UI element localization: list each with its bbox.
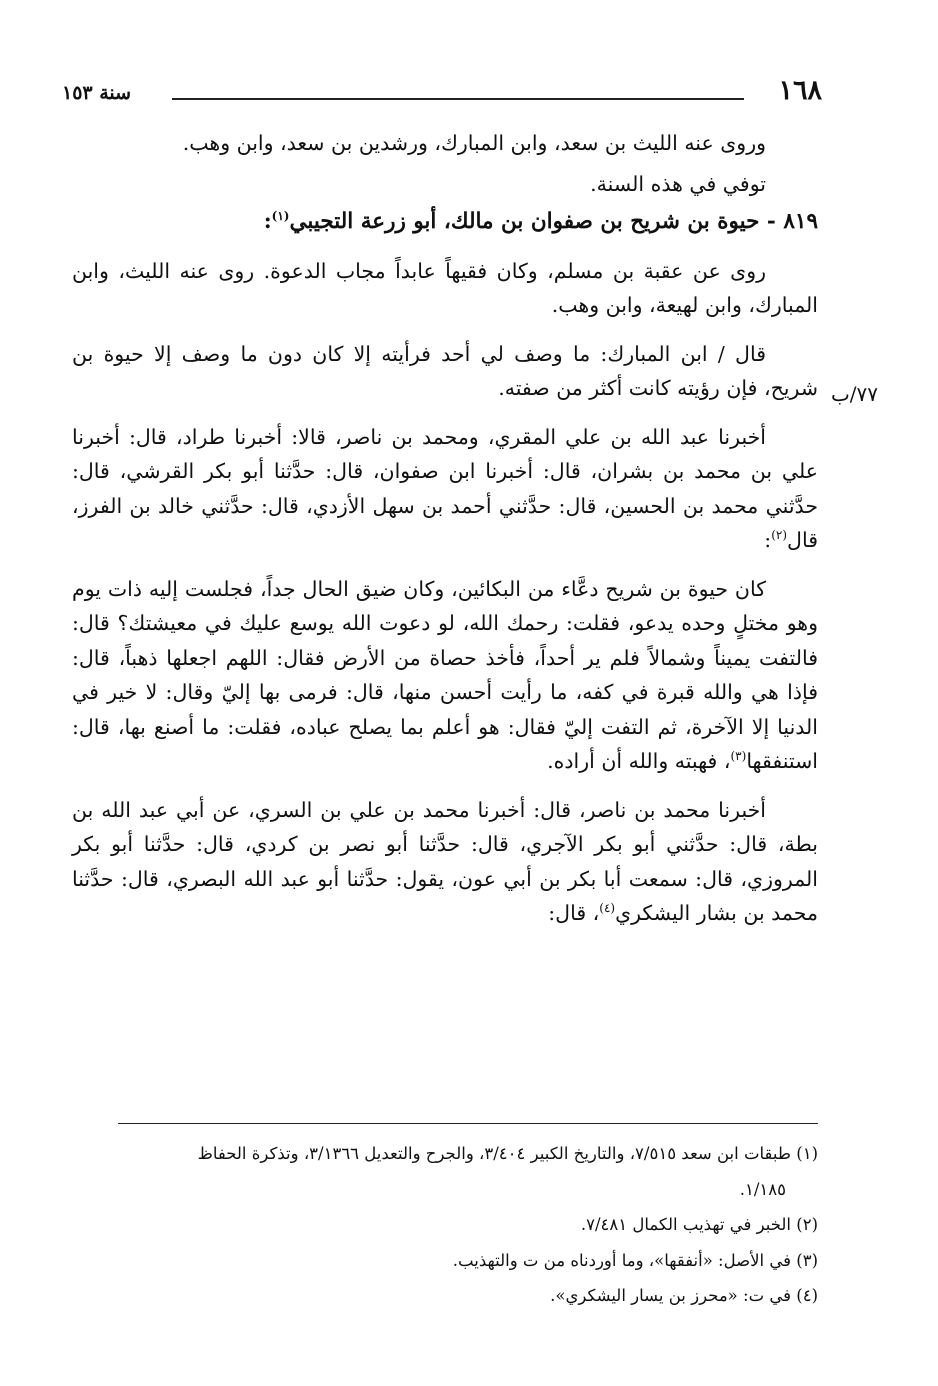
footnotes xyxy=(72,1136,818,1314)
footnote-text: طبقات ابن سعد ٧/٥١٥، والتاريخ الكبير ٣/٤٠٤، والجرح والتعديل ٣/١٣٦٦، وتذكرة الحفاظ xyxy=(197,1144,791,1163)
paragraph xyxy=(72,793,818,931)
footnote xyxy=(72,1136,818,1172)
paragraph-text: ، قال: xyxy=(548,901,600,925)
entry-heading xyxy=(72,205,818,240)
footnote-continuation: ١/١٨٥. xyxy=(739,1179,786,1199)
footnote-number: (٣) xyxy=(796,1250,818,1270)
paragraph: وروى عنه الليث بن سعد، وابن المبارك، ورشدين بن سعد، وابن وهب. xyxy=(182,131,766,155)
paragraph-text: أخبرنا عبد الله بن علي المقري، ومحمد بن ناصر، قالا: أخبرنا طراد، قال: أخبرنا علي بن محمد بن بشران، قال: أخبرنا ابن صفوان، قال: حدَّثنا أبو بكر القرشي، قال: حدَّثني محمد بن الحسين، قال: حدَّثني أحمد بن سهل الأزدي، قال: حدَّثني خالد بن الفرز، قال xyxy=(72,424,818,552)
entry-punct: : xyxy=(263,209,272,234)
paragraph-text: أخبرنا محمد بن ناصر، قال: أخبرنا محمد بن علي بن السري، عن أبي عبد الله بن بطة، قال: حدَّثني أبو بكر الآجري، قال: حدَّثنا أبو نصر بن كردي، قال: حدَّثنا أبو بكر المروزي، قال: سمعت أبا بكر بن أبي عون، يقول: حدَّثنا أبو عبد الله البصري، قال: حدَّثنا محمد بن بشار اليشكري xyxy=(72,797,818,925)
paragraph: قال / ابن المبارك: ما وصف لي أحد فرأيته إلا كان دون ما وصف إلا حيوة بن شريح، فإن رؤيته كانت أكثر من صفته. xyxy=(72,341,818,400)
footnote-ref: (٢) xyxy=(771,528,788,543)
footnote xyxy=(72,1243,818,1279)
footnote xyxy=(72,1207,818,1243)
paragraph: توفي في هذه السنة. xyxy=(590,171,766,196)
footnote xyxy=(72,1278,818,1314)
footnote-number: (٢) xyxy=(796,1215,818,1234)
paragraph xyxy=(72,572,818,779)
header-rule xyxy=(172,98,744,100)
footnote-text: في ت: «محرز بن يسار اليشكري». xyxy=(550,1286,791,1305)
footnote-text: الخبر في تهذيب الكمال ٧/٤٨١. xyxy=(580,1215,791,1234)
page-header xyxy=(62,74,822,108)
paragraph xyxy=(72,420,818,558)
footnote-ref: (١) xyxy=(271,208,290,223)
folio-marker: ٧٧/ب xyxy=(830,382,878,406)
footnote-ref: (٤) xyxy=(599,901,616,916)
entry-name: حيوة بن شريح بن صفوان بن مالك، أبو زرعة التجيبي xyxy=(289,209,760,234)
paragraph-text: ، فهبته والله أن أراده. xyxy=(547,749,731,773)
main-text xyxy=(72,126,818,931)
paragraph: روى عن عقبة بن مسلم، وكان فقيهاً عابداً مجاب الدعوة. روى عنه الليث، وابن المبارك، وابن لهيعة، وابن وهب. xyxy=(72,258,818,317)
footnote-rule xyxy=(118,1123,818,1124)
footnote-number: (١) xyxy=(796,1144,818,1163)
footnote-text: في الأصل: «أنفقها»، وما أوردناه من ت والتهذيب. xyxy=(452,1250,791,1270)
paragraph-text: كان حيوة بن شريح دعَّاء من البكائين، وكان ضيق الحال جداً، فجلست إليه ذات يوم وهو مختلٍ وحده يدعو، فقلت: رحمك الله، لو دعوت الله يوسع عليك في معيشتك؟ قال: فالتفت يميناً وشمالاً فلم ير أحداً، فأخذ حصاة من الأرض فقال: اللهم اجعلها ذهباً، قال: فإذا هي والله قبرة في كفه، ما رأيت أحسن منها، قال: فرمى بها إليّ وقال: لا خير في الدنيا إلا الآخرة، ثم التفت إليّ فقال: هو أعلم بما يصلح عباده، فقلت: ما أصنع بها، قال: استنفقها xyxy=(72,576,818,773)
page-number: ١٦٨ xyxy=(778,75,822,106)
folio-block xyxy=(72,337,818,406)
footnote-number: (٤) xyxy=(796,1286,818,1305)
footnote-ref: (٣) xyxy=(730,749,747,764)
entry-number: ٨١٩ - xyxy=(766,209,818,234)
running-head: سنة ١٥٣ xyxy=(62,82,132,104)
paragraph-text: : xyxy=(764,528,772,552)
